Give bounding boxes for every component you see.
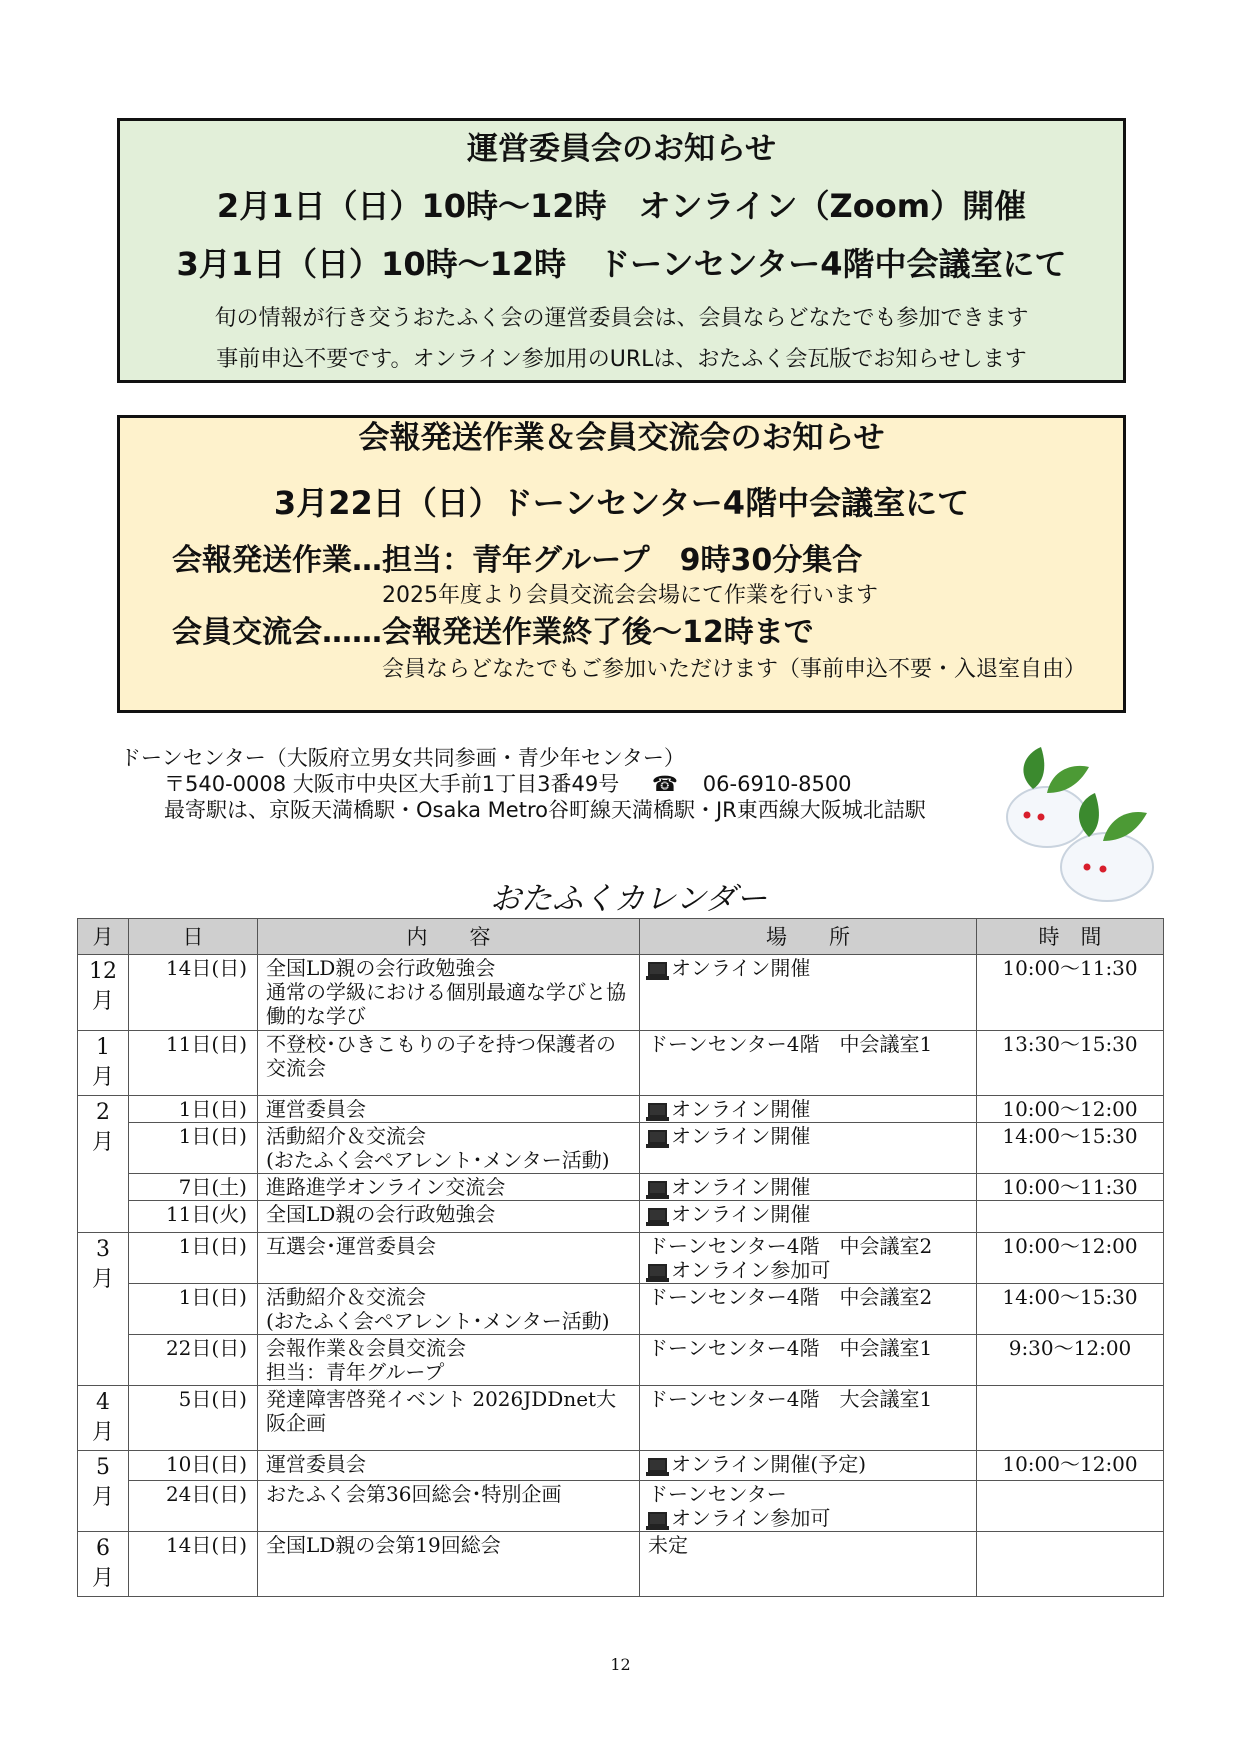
table-row (78, 1481, 1164, 1532)
place-text: ドーンセンター4階 中会議室2 (648, 1285, 933, 1309)
place-text: オンライン開催(予定) (671, 1452, 867, 1476)
computer-icon (648, 1264, 667, 1278)
row-month: 1 月 (78, 1031, 129, 1096)
newsletter-item-2-note: 会員ならどなたでもご参加いただけます（事前申込不要・入退室自由） (382, 657, 1087, 682)
row-time: 10:00～11:30 (977, 1174, 1164, 1201)
row-day: 11日(火) (129, 1201, 258, 1233)
header-time: 時 間 (977, 919, 1164, 955)
computer-icon (648, 1512, 667, 1526)
row-content: 互選会･運営委員会 (258, 1233, 640, 1284)
row-content: 活動紹介＆交流会 (おたふく会ペアレント･メンター活動) (258, 1123, 640, 1174)
place-text: 未定 (648, 1533, 688, 1557)
newsletter-item-1-note: 2025年度より会員交流会会場にて作業を行います (382, 583, 878, 608)
row-day: 14日(日) (129, 1532, 258, 1597)
row-content: おたふく会第36回総会･特別企画 (258, 1481, 640, 1532)
place-text: ドーンセンター4階 中会議室2 (648, 1234, 933, 1258)
place-text: ドーンセンター4階 中会議室1 (648, 1336, 933, 1360)
row-content: 会報作業＆会員交流会 担当：青年グループ (258, 1335, 640, 1386)
newsletter-item-1: 会報発送作業…担当：青年グループ 9時30分集合 (172, 543, 863, 578)
row-time: 10:00～12:00 (977, 1233, 1164, 1284)
row-day: 1日(日) (129, 1284, 258, 1335)
venue-station: 最寄駅は、京阪天満橋駅・Osaka Metro谷町線天満橋駅・JR東西線大阪城北詰駅 (164, 798, 926, 822)
newsletter-notice-box (117, 415, 1126, 713)
row-place (640, 955, 977, 1031)
row-day: 7日(土) (129, 1174, 258, 1201)
place-text: ドーンセンター4階 中会議室1 (648, 1032, 933, 1056)
venue-address-line (120, 771, 926, 797)
committee-notice-title: 運営委員会のお知らせ (466, 131, 777, 167)
calendar-title: おたふくカレンダー (490, 881, 767, 917)
snow-rabbit-icon (997, 745, 1167, 915)
place-text-secondary: オンライン参加可 (671, 1506, 831, 1530)
row-time: 13:30～15:30 (977, 1031, 1164, 1096)
computer-icon (648, 1181, 667, 1195)
page-number: 12 (610, 1655, 631, 1674)
row-place (640, 1174, 977, 1201)
header-place: 場 所 (640, 919, 977, 955)
table-header-row (78, 919, 1164, 955)
table-row (78, 1174, 1164, 1201)
row-place (640, 1096, 977, 1123)
place-text: オンライン開催 (671, 956, 811, 980)
header-month: 月 (78, 919, 129, 955)
row-place (640, 1532, 977, 1597)
table-row (78, 1096, 1164, 1123)
venue-phone: 06-6910-8500 (702, 772, 852, 796)
row-day: 14日(日) (129, 955, 258, 1031)
row-place (640, 1233, 977, 1284)
committee-note-2: 事前申込不要です。オンライン参加用のURLは、おたふく会瓦版でお知らせします (216, 347, 1027, 372)
row-content: 進路進学オンライン交流会 (258, 1174, 640, 1201)
table-row (78, 1201, 1164, 1233)
table-row (78, 1284, 1164, 1335)
committee-date-2: 3月1日（日）10時～12時 ドーンセンター4階中会議室にて (176, 245, 1067, 283)
row-content: 全国LD親の会行政勉強会 通常の学級における個別最適な学びと協働的な学び (258, 955, 640, 1031)
row-time: 10:00～11:30 (977, 955, 1164, 1031)
venue-name: ドーンセンター（大阪府立男女共同参画・青少年センター） (120, 746, 685, 770)
row-place (640, 1123, 977, 1174)
row-day: 1日(日) (129, 1233, 258, 1284)
row-month: 6 月 (78, 1532, 129, 1597)
place-text: オンライン開催 (671, 1202, 811, 1226)
table-row (78, 1031, 1164, 1096)
row-content: 不登校･ひきこもりの子を持つ保護者の交流会 (258, 1031, 640, 1096)
row-day: 11日(日) (129, 1031, 258, 1096)
row-month: 12 月 (78, 955, 129, 1031)
row-place (640, 1386, 977, 1451)
row-month: 5 月 (78, 1451, 129, 1532)
row-place (640, 1031, 977, 1096)
row-place (640, 1481, 977, 1532)
row-day: 5日(日) (129, 1386, 258, 1451)
computer-icon (648, 1458, 667, 1472)
row-time (977, 1201, 1164, 1233)
place-text: ドーンセンター (648, 1482, 787, 1506)
newsletter-date: 3月22日（日）ドーンセンター4階中会議室にて (273, 484, 970, 522)
row-day: 22日(日) (129, 1335, 258, 1386)
committee-notice-box (117, 118, 1126, 383)
row-content: 活動紹介＆交流会 (おたふく会ペアレント･メンター活動) (258, 1284, 640, 1335)
row-month: 2 月 (78, 1096, 129, 1233)
computer-icon (648, 1103, 667, 1117)
place-text: オンライン開催 (671, 1175, 811, 1199)
venue-info (120, 745, 926, 823)
table-row (78, 1335, 1164, 1386)
table-row (78, 1123, 1164, 1174)
phone-icon: ☎ (651, 772, 679, 796)
row-content: 全国LD親の会第19回総会 (258, 1532, 640, 1597)
row-month: 3 月 (78, 1233, 129, 1386)
row-place (640, 1451, 977, 1481)
row-day: 24日(日) (129, 1481, 258, 1532)
row-content: 発達障害啓発イベント 2026JDDnet大阪企画 (258, 1386, 640, 1451)
place-text: オンライン開催 (671, 1097, 811, 1121)
newsletter-item-2: 会員交流会……会報発送作業終了後～12時まで (172, 615, 814, 650)
row-time: 9:30～12:00 (977, 1335, 1164, 1386)
computer-icon (648, 962, 667, 976)
table-row (78, 1451, 1164, 1481)
table-row (78, 955, 1164, 1031)
row-time: 14:00～15:30 (977, 1284, 1164, 1335)
row-day: 1日(日) (129, 1123, 258, 1174)
place-text: ドーンセンター4階 大会議室1 (648, 1387, 933, 1411)
row-time (977, 1481, 1164, 1532)
place-text: オンライン開催 (671, 1124, 811, 1148)
computer-icon (648, 1208, 667, 1222)
row-content: 運営委員会 (258, 1451, 640, 1481)
row-time: 10:00～12:00 (977, 1096, 1164, 1123)
row-place (640, 1201, 977, 1233)
computer-icon (648, 1130, 667, 1144)
row-day: 1日(日) (129, 1096, 258, 1123)
row-time (977, 1532, 1164, 1597)
row-time: 14:00～15:30 (977, 1123, 1164, 1174)
newsletter-notice-title: 会報発送作業＆会員交流会のお知らせ (358, 420, 885, 456)
calendar-body (78, 955, 1164, 1597)
row-content: 全国LD親の会行政勉強会 (258, 1201, 640, 1233)
row-month: 4 月 (78, 1386, 129, 1451)
venue-address: 〒540-0008 大阪市中央区大手前1丁目3番49号 (164, 772, 620, 796)
row-place (640, 1284, 977, 1335)
header-day: 日 (129, 919, 258, 955)
committee-note-1: 旬の情報が行き交うおたふく会の運営委員会は、会員ならどなたでも参加できます (214, 306, 1029, 331)
committee-date-1: 2月1日（日）10時～12時 オンライン（Zoom）開催 (216, 187, 1027, 225)
header-content: 内 容 (258, 919, 640, 955)
table-row (78, 1532, 1164, 1597)
calendar-table (77, 918, 1164, 1597)
row-time: 10:00～12:00 (977, 1451, 1164, 1481)
table-row (78, 1233, 1164, 1284)
place-text-secondary: オンライン参加可 (671, 1258, 831, 1282)
table-row (78, 1386, 1164, 1451)
row-content: 運営委員会 (258, 1096, 640, 1123)
row-place (640, 1335, 977, 1386)
row-day: 10日(日) (129, 1451, 258, 1481)
row-time (977, 1386, 1164, 1451)
